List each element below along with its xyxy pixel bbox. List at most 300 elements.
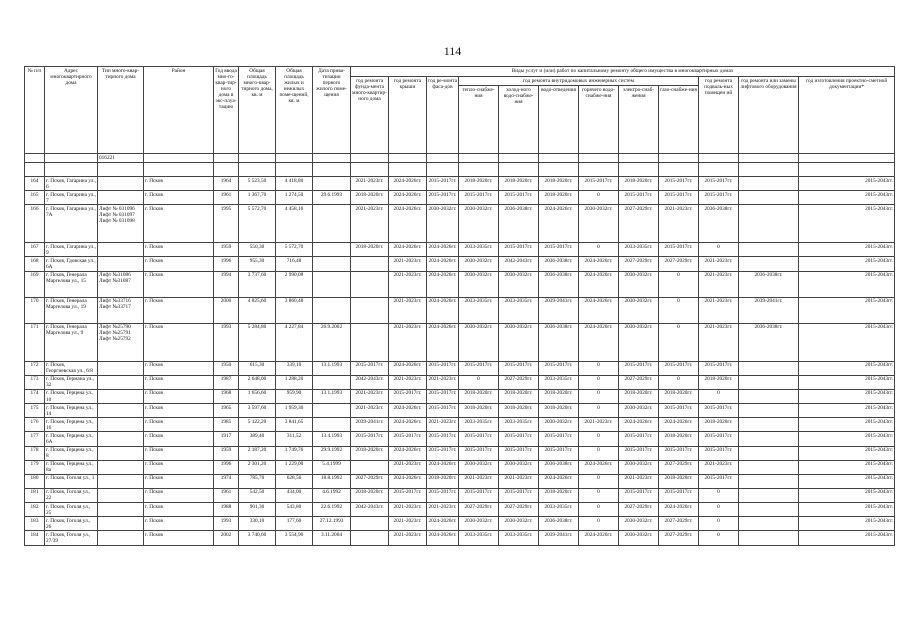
cold-water-cell: 2027-2029гг. bbox=[499, 375, 539, 389]
cold-water-cell: 2015-2017гг. bbox=[499, 446, 539, 460]
privatization-date-cell bbox=[313, 205, 351, 243]
hot-water-cell: 2024-2026гг. bbox=[579, 460, 619, 474]
privatization-date-cell bbox=[313, 177, 351, 191]
header-living-area: Общая площадь жилых и нежилых поме-щений, кв. м bbox=[276, 67, 313, 154]
gas-cell: 2015-2017гг. bbox=[659, 488, 699, 502]
district-cell: г. Псков bbox=[144, 361, 214, 375]
foundation-cell: 2015-2017гг. bbox=[351, 432, 389, 446]
facade-cell: 2015-2017гг. bbox=[427, 389, 459, 403]
sewer-cell: 2036-2038гг. bbox=[539, 517, 579, 531]
hot-water-cell: 0 bbox=[579, 432, 619, 446]
facade-cell: 2024-2026гг. bbox=[427, 531, 459, 545]
gas-cell: 2024-2026гг. bbox=[659, 503, 699, 517]
heat-cell: 2021-2023гг. bbox=[459, 474, 499, 488]
district-cell: г. Псков bbox=[144, 517, 214, 531]
district-cell: г. Псков bbox=[144, 446, 214, 460]
lift-cell bbox=[739, 361, 799, 375]
privatization-date-cell: 13.4.1993 bbox=[313, 432, 351, 446]
hot-water-cell: 2024-2026гг. bbox=[579, 531, 619, 545]
heat-cell: 2030-2032гг. bbox=[459, 205, 499, 243]
electricity-cell: 2018-2020гг. bbox=[619, 177, 659, 191]
privatization-date-cell bbox=[313, 418, 351, 432]
row-number: 166 bbox=[25, 205, 45, 243]
foundation-cell: 2018-2020гг. bbox=[351, 488, 389, 502]
total-area-cell: 389,40 bbox=[239, 432, 276, 446]
cold-water-cell: 2027-2029гг. bbox=[499, 503, 539, 517]
type-cell bbox=[98, 531, 144, 545]
address-cell: г. Псков, Генерала Маргелова ул., 9 bbox=[45, 323, 98, 361]
lift-cell: 2039-2041гг. bbox=[739, 297, 799, 323]
sewer-cell: 2018-2020гг. bbox=[539, 177, 579, 191]
header-facade: год ре-монта фаса-дов bbox=[427, 77, 459, 154]
hot-water-cell: 0 bbox=[579, 517, 619, 531]
row-number: 168 bbox=[25, 257, 45, 271]
lift-cell bbox=[739, 474, 799, 488]
header-hot-water: горячего водо-снабже-ния bbox=[579, 86, 619, 154]
type-cell: Лифт №33716 Лифт №33717 bbox=[98, 297, 144, 323]
table-row bbox=[25, 389, 895, 403]
address-cell: г. Псков, Генерала Маргелова ул., 19 bbox=[45, 297, 98, 323]
basement-cell: 2015-2017гг. bbox=[699, 191, 739, 205]
hot-water-cell: 0 bbox=[579, 389, 619, 403]
cold-water-cell: 2015-2017гг. bbox=[499, 488, 539, 502]
heat-cell: 2027-2029гг. bbox=[459, 503, 499, 517]
lift-cell bbox=[739, 177, 799, 191]
total-area-cell: 3 597,60 bbox=[239, 404, 276, 418]
living-area-cell: 311,52 bbox=[276, 432, 313, 446]
table-row bbox=[25, 297, 895, 323]
roof-cell: 2024-2026гг. bbox=[389, 205, 427, 243]
district-cell: г. Псков bbox=[144, 488, 214, 502]
table-row bbox=[25, 243, 895, 257]
district-cell: г. Псков bbox=[144, 297, 214, 323]
foundation-cell: 2018-2020гг. bbox=[351, 446, 389, 460]
privatization-date-cell: 13.1.1993 bbox=[313, 361, 351, 375]
electricity-cell: 2027-2029гг. bbox=[619, 503, 659, 517]
header-type: Тип много-квар-тирного дома bbox=[98, 67, 144, 154]
basement-cell: 0 bbox=[699, 243, 739, 257]
sewer-cell: 2018-2020гг. bbox=[539, 404, 579, 418]
total-area-cell: 550,30 bbox=[239, 243, 276, 257]
type-cell: Лифт №25790 Лифт №25791 Лифт №25792 bbox=[98, 323, 144, 361]
hot-water-cell: 0 bbox=[579, 191, 619, 205]
heat-cell: 2033-2035гг. bbox=[459, 243, 499, 257]
year-cell: 1985 bbox=[214, 418, 239, 432]
header-foundation: год ремонта фунда-мента много-квартир-ного дома bbox=[351, 77, 389, 154]
table-row bbox=[25, 418, 895, 432]
living-area-cell: 543,80 bbox=[276, 503, 313, 517]
header-electricity: электро-снаб-жения bbox=[619, 86, 659, 154]
address-cell: г. Псков, Гоголя ул., 27/39 bbox=[45, 531, 98, 545]
basement-cell: 0 bbox=[699, 389, 739, 403]
district-cell: г. Псков bbox=[144, 503, 214, 517]
total-area-cell: 5 572,70 bbox=[239, 205, 276, 243]
type-cell bbox=[98, 361, 144, 375]
row-number: 183 bbox=[25, 517, 45, 531]
roof-cell: 2021-2023гг. bbox=[389, 257, 427, 271]
facade-cell: 2024-2026гг. bbox=[427, 257, 459, 271]
heat-cell: 2015-2017гг. bbox=[459, 191, 499, 205]
sewer-cell: 2015-2017гг. bbox=[539, 446, 579, 460]
table-row bbox=[25, 375, 895, 389]
district-cell: г. Псков bbox=[144, 531, 214, 545]
hot-water-cell: 2030-2032гг. bbox=[579, 205, 619, 243]
header-lift: год ремонта или замены лифтового оборудования bbox=[739, 77, 799, 154]
docs-cell: 2015-2043гг. bbox=[799, 177, 895, 191]
gas-cell: 2015-2017гг. bbox=[659, 446, 699, 460]
heat-cell: 2015-2017гг. bbox=[459, 432, 499, 446]
gas-cell: 2027-2029гг. bbox=[659, 460, 699, 474]
gas-cell: 2015-2017гг. bbox=[659, 177, 699, 191]
total-area-cell: 5 523,50 bbox=[239, 177, 276, 191]
roof-cell: 2021-2023гг. bbox=[389, 375, 427, 389]
cold-water-cell: 2018-2020гг. bbox=[499, 404, 539, 418]
heat-cell: 2015-2017гг. bbox=[459, 488, 499, 502]
address-cell: г. Псков, Герцена ул., 14 bbox=[45, 404, 98, 418]
district-cell: г. Псков bbox=[144, 205, 214, 243]
gas-cell: 2015-2017гг. bbox=[659, 191, 699, 205]
foundation-cell: 2039-2041гг. bbox=[351, 418, 389, 432]
living-area-cell: 2 990,08 bbox=[276, 271, 313, 297]
privatization-date-cell: 26.9.2002 bbox=[313, 323, 351, 361]
year-cell: 1959 bbox=[214, 446, 239, 460]
table-row bbox=[25, 361, 895, 375]
district-cell: г. Псков bbox=[144, 418, 214, 432]
cold-water-cell: 2015-2017гг. bbox=[499, 243, 539, 257]
district-cell: г. Псков bbox=[144, 474, 214, 488]
heat-cell: 0 bbox=[459, 375, 499, 389]
hot-water-cell: 2021-2023гг. bbox=[579, 418, 619, 432]
heat-cell: 2030-2032гг. bbox=[459, 460, 499, 474]
foundation-cell: 2018-2020гг. bbox=[351, 243, 389, 257]
address-cell: г. Псков, Герцена ул., 8а bbox=[45, 460, 98, 474]
header-sewer: водо-отведения bbox=[539, 86, 579, 154]
roof-cell: 2024-2026гг. bbox=[389, 446, 427, 460]
cold-water-cell: 2030-2032гг. bbox=[499, 323, 539, 361]
type-cell bbox=[98, 375, 144, 389]
roof-cell: 2021-2023гг. bbox=[389, 297, 427, 323]
hot-water-cell: 0 bbox=[579, 474, 619, 488]
year-cell: 2000 bbox=[214, 297, 239, 323]
lift-cell bbox=[739, 375, 799, 389]
hot-water-cell: 0 bbox=[579, 375, 619, 389]
address-cell: г. Псков, Гагарина ул., 7А bbox=[45, 205, 98, 243]
row-number: 174 bbox=[25, 389, 45, 403]
table-row bbox=[25, 404, 895, 418]
docs-cell: 2015-2043гг. bbox=[799, 460, 895, 474]
lift-cell bbox=[739, 432, 799, 446]
district-cell: г. Псков bbox=[144, 177, 214, 191]
lift-cell bbox=[739, 205, 799, 243]
hot-water-cell: 0 bbox=[579, 243, 619, 257]
year-cell: 1964 bbox=[214, 177, 239, 191]
foundation-cell: 2042-2043гг. bbox=[351, 375, 389, 389]
type-cell bbox=[98, 517, 144, 531]
basement-cell: 2015-2017гг. bbox=[699, 361, 739, 375]
foundation-cell: 2018-2020гг. bbox=[351, 191, 389, 205]
facade-cell: 2024-2026гг. bbox=[427, 460, 459, 474]
type-cell bbox=[98, 460, 144, 474]
type-cell bbox=[98, 177, 144, 191]
type-cell bbox=[98, 404, 144, 418]
living-area-cell: 3 554,90 bbox=[276, 531, 313, 545]
docs-cell: 2015-2043гг. bbox=[799, 432, 895, 446]
privatization-date-cell: 3.11.2004 bbox=[313, 531, 351, 545]
district-cell: г. Псков bbox=[144, 404, 214, 418]
table-row bbox=[25, 460, 895, 474]
address-cell: г. Псков, Гдовская ул., 6А bbox=[46, 257, 96, 271]
docs-cell: 2015-2043гг. bbox=[799, 191, 895, 205]
docs-cell: 2015-2043гг. bbox=[799, 257, 895, 271]
table-row bbox=[25, 446, 895, 460]
privatization-date-cell bbox=[313, 243, 351, 257]
year-cell: 1959 bbox=[214, 243, 239, 257]
heat-cell: 2030-2032гг. bbox=[459, 257, 499, 271]
electricity-cell: 2027-2029гг. bbox=[619, 375, 659, 389]
year-cell: 1968 bbox=[214, 389, 239, 403]
living-area-cell: 177,60 bbox=[276, 517, 313, 531]
cold-water-cell: 2015-2017гг. bbox=[499, 361, 539, 375]
hot-water-cell: 0 bbox=[579, 488, 619, 502]
row-number: 178 bbox=[25, 446, 45, 460]
roof-cell: 2015-2017гг. bbox=[389, 389, 427, 403]
type-cell bbox=[98, 418, 144, 432]
gas-cell: 0 bbox=[659, 375, 699, 389]
district-cell: г. Псков bbox=[144, 432, 214, 446]
gas-cell: 0 bbox=[659, 271, 699, 297]
row-number: 164 bbox=[25, 177, 45, 191]
privatization-date-cell: 27.12.1993 bbox=[313, 517, 351, 531]
hot-water-cell: 2024-2026гг. bbox=[579, 297, 619, 323]
privatization-date-cell bbox=[313, 257, 351, 271]
code-cell: 016221 bbox=[98, 154, 144, 163]
sewer-cell: 2033-2035гг. bbox=[539, 375, 579, 389]
docs-cell: 2015-2043гг. bbox=[799, 271, 895, 297]
table-row bbox=[25, 323, 895, 361]
sewer-cell: 2030-2032гг. bbox=[539, 418, 579, 432]
foundation-cell: 2021-2023гг. bbox=[351, 389, 389, 403]
sewer-cell: 2039-2041гг. bbox=[539, 531, 579, 545]
sewer-cell: 2018-2020гг. bbox=[539, 191, 579, 205]
facade-cell: 2015-2017гг. bbox=[427, 488, 459, 502]
electricity-cell: 2030-2032гг. bbox=[619, 271, 659, 297]
facade-cell: 2015-2017гг. bbox=[427, 446, 459, 460]
year-cell: 1988 bbox=[214, 503, 239, 517]
header-num: № п/п bbox=[25, 67, 45, 154]
sewer-cell: 2036-2038гг. bbox=[539, 271, 579, 297]
electricity-cell: 2033-2035гг. bbox=[619, 243, 659, 257]
roof-cell: 2024-2026гг. bbox=[389, 177, 427, 191]
docs-cell: 2015-2043гг. bbox=[799, 446, 895, 460]
privatization-date-cell: 29.6.1993 bbox=[313, 191, 351, 205]
district-cell: г. Псков bbox=[144, 460, 214, 474]
year-cell: 1961 bbox=[214, 191, 239, 205]
facade-cell: 2024-2026гг. bbox=[427, 243, 459, 257]
living-area-cell: 5 572,70 bbox=[276, 243, 313, 257]
privatization-date-cell bbox=[313, 271, 351, 297]
foundation-cell: 2021-2023гг. bbox=[351, 177, 389, 191]
living-area-cell: 959,90 bbox=[276, 389, 313, 403]
privatization-date-cell: 13.1.1993 bbox=[313, 389, 351, 403]
hot-water-cell: 0 bbox=[579, 446, 619, 460]
lift-cell: 2036-2038гг. bbox=[739, 323, 799, 361]
row-number: 180 bbox=[25, 474, 45, 488]
heat-cell: 2018-2020гг. bbox=[459, 177, 499, 191]
facade-cell: 2030-2032гг. bbox=[427, 205, 459, 243]
lift-cell bbox=[739, 488, 799, 502]
type-cell bbox=[98, 474, 144, 488]
roof-cell: 2021-2023гг. bbox=[389, 503, 427, 517]
header-district: Район bbox=[144, 67, 214, 154]
address-cell: г. Псков, Герцена ул., 6А bbox=[45, 432, 98, 446]
lift-cell bbox=[739, 517, 799, 531]
basement-cell: 2021-2023гг. bbox=[699, 323, 739, 361]
type-cell bbox=[98, 257, 144, 271]
address-cell: г. Псков, Гоголя ул., 25 bbox=[45, 503, 98, 517]
heat-cell: 2018-2020гг. bbox=[459, 389, 499, 403]
roof-cell: 2024-2026гг. bbox=[389, 404, 427, 418]
table-row bbox=[25, 517, 895, 531]
basement-cell: 0 bbox=[699, 488, 739, 502]
table-row bbox=[25, 271, 895, 297]
docs-cell: 2015-2043гг. bbox=[799, 323, 895, 361]
row-number: 175 bbox=[25, 404, 45, 418]
facade-cell: 2021-2023гг. bbox=[427, 503, 459, 517]
type-cell: Лифт № 031096 Лифт № 031097 Лифт № 031098 bbox=[98, 205, 144, 243]
basement-cell: 2015-2017гг. bbox=[699, 177, 739, 191]
roof-cell: 2021-2023гг. bbox=[389, 271, 427, 297]
gas-cell: 0 bbox=[659, 323, 699, 361]
hot-water-cell: 2024-2026гг. bbox=[579, 323, 619, 361]
foundation-cell bbox=[351, 297, 389, 323]
living-area-cell: 1 749,76 bbox=[276, 446, 313, 460]
sewer-cell: 2015-2017гг. bbox=[539, 243, 579, 257]
row-number: 165 bbox=[25, 191, 45, 205]
header-gas: газо-снабже-ния bbox=[659, 86, 699, 154]
gas-cell: 2027-2029гг. bbox=[659, 531, 699, 545]
privatization-date-cell: 5.4.1999 bbox=[313, 460, 351, 474]
electricity-cell: 2021-2023гг. bbox=[619, 474, 659, 488]
living-area-cell: 3 841,65 bbox=[276, 418, 313, 432]
district-cell: г. Псков bbox=[144, 389, 214, 403]
district-cell: г. Псков bbox=[144, 257, 214, 271]
gas-cell: 2018-2020гг. bbox=[659, 474, 699, 488]
foundation-cell bbox=[351, 271, 389, 297]
total-area-cell: 5 284,80 bbox=[239, 323, 276, 361]
basement-cell: 2021-2023гг. bbox=[699, 257, 739, 271]
sewer-cell: 2036-2038гг. bbox=[539, 257, 579, 271]
cold-water-cell: 2018-2020гг. bbox=[499, 389, 539, 403]
header-cold-water: холод-ного водо-снабже-ния bbox=[499, 86, 539, 154]
district-cell: г. Псков bbox=[144, 271, 214, 297]
living-area-cell: 4 458,16 bbox=[276, 205, 313, 243]
year-cell: 1965 bbox=[214, 404, 239, 418]
lift-cell bbox=[739, 460, 799, 474]
district-cell: г. Псков bbox=[144, 375, 214, 389]
facade-cell: 2024-2026гг. bbox=[427, 271, 459, 297]
electricity-cell: 2015-2017гг. bbox=[619, 432, 659, 446]
header-systems-group: год ремонта внутридомовых инженерных систем bbox=[459, 77, 699, 86]
lift-cell bbox=[739, 389, 799, 403]
cold-water-cell: 2030-2032гг. bbox=[499, 460, 539, 474]
header-docs: год изготовления проектно-сметной документации* bbox=[799, 77, 895, 154]
total-area-cell: 4 825,60 bbox=[239, 297, 276, 323]
foundation-cell: 2042-2043гг. bbox=[351, 503, 389, 517]
table-row bbox=[25, 257, 895, 271]
total-area-cell: 901,30 bbox=[239, 503, 276, 517]
year-cell: 1917 bbox=[214, 432, 239, 446]
roof-cell: 2024-2026гг. bbox=[389, 361, 427, 375]
cold-water-cell: 2033-2035гг. bbox=[499, 297, 539, 323]
address-cell: г. Псков, Гоголя ул., 1 bbox=[45, 474, 98, 488]
basement-cell: 2015-2017гг. bbox=[699, 404, 739, 418]
docs-cell: 2015-2043гг. bbox=[799, 488, 895, 502]
docs-cell: 2015-2043гг. bbox=[799, 531, 895, 545]
roof-cell: 2024-2026гг. bbox=[389, 191, 427, 205]
address-cell: г. Псков, Герцена ул., 10 bbox=[45, 389, 98, 403]
lift-cell bbox=[739, 243, 799, 257]
foundation-cell bbox=[351, 531, 389, 545]
basement-cell: 0 bbox=[699, 517, 739, 531]
table-row bbox=[25, 205, 895, 243]
row-number: 181 bbox=[25, 488, 45, 502]
address-cell: г. Псков, Гагарина ул., 7 bbox=[46, 191, 97, 204]
basement-cell: 2018-2020гг. bbox=[699, 418, 739, 432]
row-number: 179 bbox=[25, 460, 45, 474]
heat-cell: 2033-2035гг. bbox=[459, 418, 499, 432]
facade-cell: 2015-2017гг. bbox=[427, 432, 459, 446]
sewer-cell: 2024-2026гг. bbox=[539, 205, 579, 243]
gas-cell: 2024-2026гг. bbox=[659, 418, 699, 432]
header-privatization-date: Дата прива-тизации первого жилого поме-щения bbox=[313, 67, 351, 154]
table-row bbox=[25, 503, 895, 517]
electricity-cell: 2015-2017гг. bbox=[619, 446, 659, 460]
docs-cell: 2015-2043гг. bbox=[799, 474, 895, 488]
privatization-date-cell bbox=[313, 375, 351, 389]
table-row bbox=[25, 531, 895, 545]
heat-cell: 2030-2032гг. bbox=[459, 517, 499, 531]
gas-cell: 2015-2017гг. bbox=[659, 243, 699, 257]
sewer-cell: 2039-2041гг. bbox=[539, 297, 579, 323]
privatization-date-cell bbox=[313, 297, 351, 323]
row-number: 170 bbox=[25, 297, 45, 323]
gas-cell: 2018-2020гг. bbox=[659, 389, 699, 403]
docs-cell: 2015-2043гг. bbox=[799, 361, 895, 375]
basement-cell: 2015-2017гг. bbox=[699, 474, 739, 488]
total-area-cell: 3 737,60 bbox=[239, 271, 276, 297]
facade-cell: 2024-2026гг. bbox=[427, 297, 459, 323]
type-cell bbox=[98, 488, 144, 502]
address-cell: г. Псков, Георгиевская ул., 6/8 bbox=[45, 361, 98, 375]
sewer-cell: 2033-2035гг. bbox=[539, 503, 579, 517]
year-cell: 1987 bbox=[214, 375, 239, 389]
address-cell: г. Псков, Гоголя ул., 22 bbox=[45, 488, 98, 502]
docs-cell: 2015-2043гг. bbox=[799, 404, 895, 418]
lift-cell bbox=[739, 503, 799, 517]
row-number: 177 bbox=[25, 432, 45, 446]
year-cell: 1996 bbox=[214, 460, 239, 474]
address-cell: г. Псков, Герцена ул., 8 bbox=[45, 446, 98, 460]
lift-cell bbox=[739, 418, 799, 432]
row-number: 169 bbox=[25, 271, 45, 297]
privatization-date-cell: 4.6.1992 bbox=[313, 488, 351, 502]
total-area-cell: 1 367,70 bbox=[239, 191, 276, 205]
gas-cell: 0 bbox=[659, 297, 699, 323]
facade-cell: 2015-2017гг. bbox=[427, 177, 459, 191]
basement-cell: 2018-2020гг. bbox=[699, 375, 739, 389]
header-roof: год ремонта крыши bbox=[389, 77, 427, 154]
total-area-cell: 615,30 bbox=[239, 361, 276, 375]
